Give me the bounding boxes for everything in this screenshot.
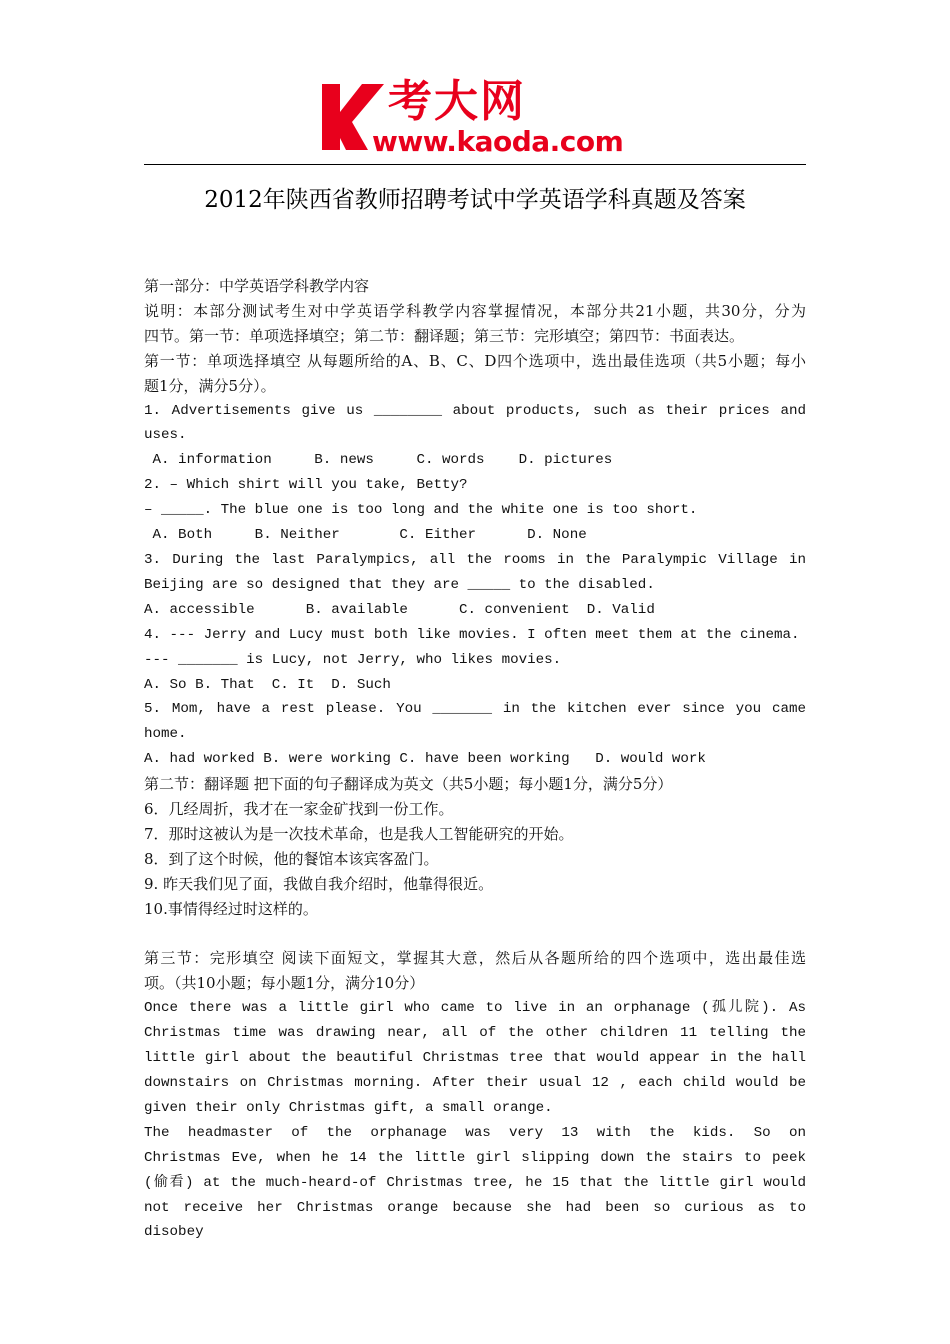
translation-item: 7．那时这被认为是一次技术革命，也是我人工智能研究的开始。	[144, 824, 574, 843]
translation-item: 10.事情得经过时这样的。	[144, 899, 318, 918]
options-line: A. So B. That C. It D. Such	[144, 676, 391, 693]
passage-line: The headmaster of the orphanage was very 13 with the kids. So on	[144, 1124, 806, 1141]
question-line: uses.	[144, 427, 187, 444]
section-heading: 第一部分：中学英语学科教学内容	[144, 277, 370, 295]
passage-line: (偷看) at the much-heard-of Christmas tree, he 15 that the little girl would	[144, 1174, 806, 1191]
question-line: 5. Mom, have a rest please. You _______ in the kitchen ever since you came	[144, 701, 806, 718]
question-line: home.	[144, 726, 187, 743]
logo-brand-text: 考大网	[388, 76, 526, 127]
document-body	[144, 274, 806, 1245]
question-line: --- _______ is Lucy, not Jerry, who likes movies.	[144, 651, 562, 668]
translation-item: 9. 昨天我们见了面，我做自我介绍时，他靠得很近。	[144, 874, 494, 893]
section-heading: 第三节：完形填空 阅读下面短文，掌握其大意，然后从各题所给的四个选项中，选出最佳选	[144, 949, 806, 968]
paragraph-line: 题1分，满分5分）。	[144, 376, 276, 395]
options-line: A. Both B. Neither C. Either D. None	[144, 527, 587, 544]
passage-line: Christmas time was drawing near, all of the other children 11 telling the	[144, 1025, 806, 1042]
section-heading: 第二节：翻译题 把下面的句子翻译成为英文（共5小题；每小题1分，满分5分）	[144, 775, 673, 794]
paragraph-line: 项。（共10小题；每小题1分，满分10分）	[144, 974, 425, 993]
paragraph-line: 第一节：单项选择填空 从每题所给的A、B、C、D四个选项中，选出最佳选项（共5小题；每小	[144, 351, 806, 370]
passage-line: Christmas Eve, when he 14 the little girl slipping down the stairs to peek	[144, 1149, 806, 1166]
translation-item: 8．到了这个时候，他的餐馆本该宾客盈门。	[144, 849, 439, 868]
logo-url-text: www.kaoda.com	[372, 125, 624, 158]
question-line: – _____. The blue one is too long and the white one is too short.	[144, 502, 698, 519]
translation-item: 6．几经周折，我才在一家金矿找到一份工作。	[144, 800, 454, 819]
options-line: A. had worked B. were working C. have been working D. would work	[144, 751, 706, 768]
paragraph-line: 说明：本部分测试考生对中学英语学科教学内容掌握情况，本部分共21小题，共30分，分为	[144, 301, 806, 320]
passage-line: Once there was a little girl who came to live in an orphanage (孤儿院). As	[144, 1000, 806, 1017]
passage-line: given their only Christmas gift, a small orange.	[144, 1099, 553, 1116]
options-line: A. accessible B. available C. convenient D. Valid	[144, 601, 655, 618]
passage-line: not receive her Christmas orange because she had been so curious as to disobey	[144, 1199, 806, 1241]
question-line: 1. Advertisements give us ________ about products, such as their prices and	[144, 402, 806, 419]
paragraph-line: 四节。第一节：单项选择填空；第二节：翻译题；第三节：完形填空；第四节：书面表达。	[144, 326, 745, 345]
question-line: 3. During the last Paralympics, all the rooms in the Paralympic Village in	[144, 551, 806, 568]
question-line: 2. – Which shirt will you take, Betty?	[144, 477, 468, 494]
question-line: Beijing are so designed that they are _____ to the disabled.	[144, 576, 655, 593]
question-line: 4. --- Jerry and Lucy must both like movies. I often meet them at the cinema.	[144, 626, 800, 643]
blank-line	[144, 922, 806, 947]
passage-line: downstairs on Christmas morning. After their usual 12 , each child would be	[144, 1074, 806, 1091]
passage-line: little girl about the beautiful Christmas tree that would appear in the hall	[144, 1050, 806, 1067]
document-title: 2012年陕西省教师招聘考试中学英语学科真题及答案	[204, 187, 746, 213]
options-line: A. information B. news C. words D. pictures	[144, 452, 613, 469]
kaoda-logo	[318, 78, 648, 160]
header-divider	[144, 164, 806, 165]
